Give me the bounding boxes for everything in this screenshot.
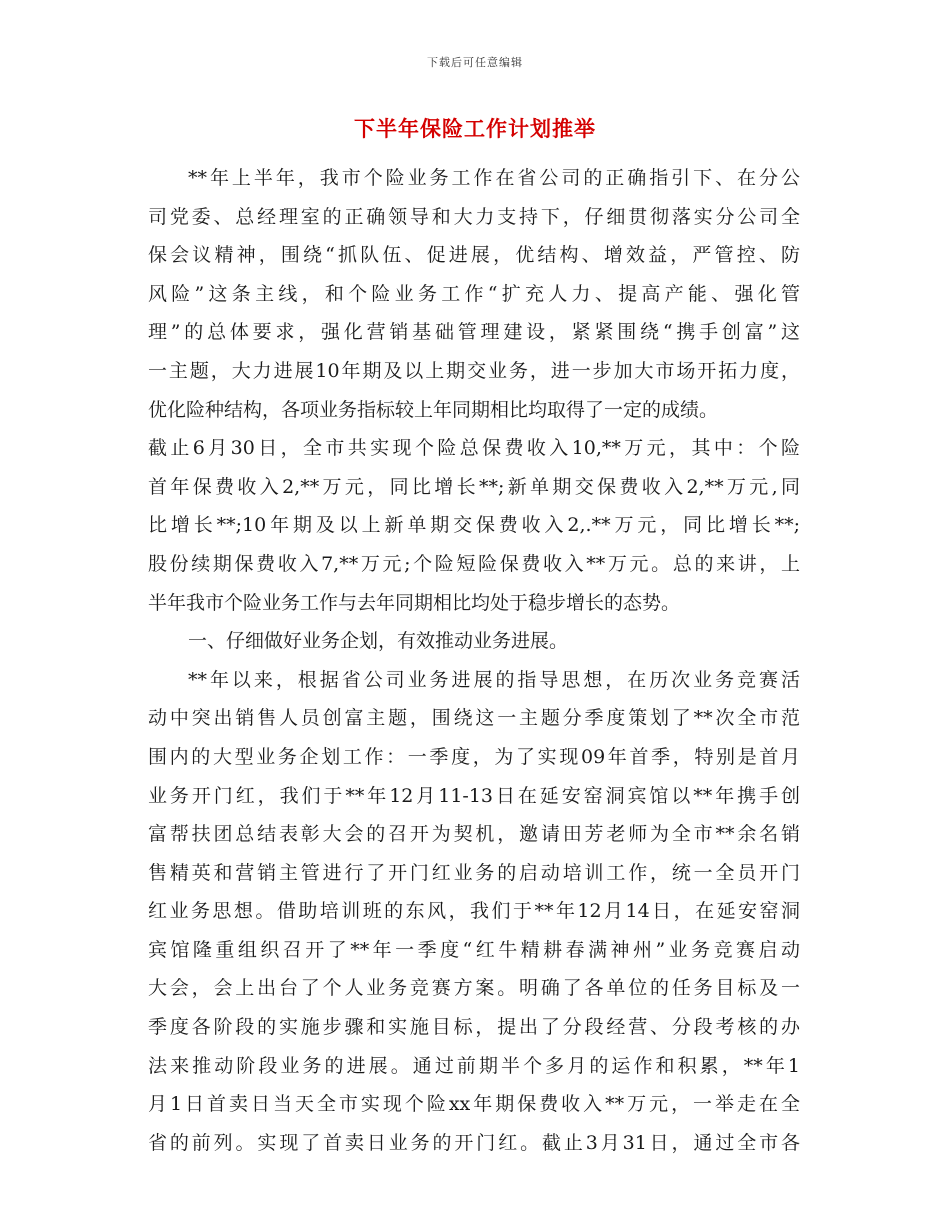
paragraph-line: 一、仔细做好业务企划，有效推动业务进展。	[188, 630, 569, 653]
document-title: 下半年保险工作计划推举	[354, 117, 596, 141]
paragraph-line: 司党委、总经理室的正确领导和大力支持下，仔细贯彻落实分公司全	[148, 205, 800, 228]
paragraph-line: 优化险种结构，各项业务指标较上年同期相比均取得了一定的成绩。	[148, 398, 719, 421]
paragraph-line: 首年保费收入2,**万元，同比增长**;新单期交保费收入2,**万元,同	[148, 475, 800, 498]
paragraph-line: 围内的大型业务企划工作：一季度，为了实现09年首季，特别是首月	[148, 745, 800, 768]
paragraph-line: 半年我市个险业务工作与去年同期相比均处于稳步增长的态势。	[148, 591, 681, 614]
paragraph-line: 红业务思想。借助培训班的东风，我们于**年12月14日，在延安窑洞	[148, 900, 800, 923]
paragraph-line: 省的前列。实现了首卖日业务的开门红。截止3月31日，通过全市各	[148, 1131, 800, 1154]
paragraph-line: 截止6月30日，全市共实现个险总保费收入10,**万元，其中：个险	[148, 437, 800, 460]
paragraph-line: 保会议精神，围绕“抓队伍、促进展，优结构、增效益，严管控、防	[148, 244, 800, 267]
paragraph-line: 月1日首卖日当天全市实现个险xx年期保费收入**万元，一举走在全	[148, 1093, 800, 1116]
paragraph-line: 业务开门红，我们于**年12月11-13日在延安窑洞宾馆以**年携手创	[148, 784, 800, 807]
paragraph-line: 季度各阶段的实施步骤和实施目标，提出了分段经营、分段考核的办	[148, 1016, 800, 1039]
paragraph-line: 富帮扶团总结表彰大会的召开为契机，邀请田芳老师为全市**余名销	[148, 823, 800, 846]
document-body	[148, 159, 800, 1162]
paragraph-line: 大会，会上出台了个人业务竞赛方案。明确了各单位的任务目标及一	[148, 977, 800, 1000]
paragraph-line: 宾馆隆重组织召开了**年一季度“红牛精耕春满神州”业务竞赛启动	[148, 938, 800, 961]
paragraph-line: 理”的总体要求，强化营销基础管理建设，紧紧围绕“携手创富”这	[148, 321, 800, 344]
paragraph-line: 动中突出销售人员创富主题，围绕这一主题分季度策划了**次全市范	[148, 707, 800, 730]
paragraph-line: 股份续期保费收入7,**万元;个险短险保费收入**万元。总的来讲，上	[148, 552, 800, 575]
paragraph-line: 一主题，大力进展10年期及以上期交业务，进一步加大市场开拓力度，	[148, 359, 800, 382]
header-note: 下载后可任意编辑	[427, 56, 523, 69]
paragraph-line: **年上半年，我市个险业务工作在省公司的正确指引下、在分公	[188, 167, 800, 189]
paragraph-line: **年以来，根据省公司业务进展的指导思想，在历次业务竞赛活	[188, 668, 800, 691]
paragraph-line: 风险”这条主线，和个险业务工作“扩充人力、提高产能、强化管	[148, 282, 800, 305]
paragraph-line: 法来推动阶段业务的进展。通过前期半个多月的运作和积累，**年1	[148, 1054, 800, 1077]
paragraph-line: 售精英和营销主管进行了开门红业务的启动培训工作，统一全员开门	[148, 861, 800, 884]
paragraph-line: 比增长**;10年期及以上新单期交保费收入2,.**万元，同比增长**;	[148, 514, 800, 537]
